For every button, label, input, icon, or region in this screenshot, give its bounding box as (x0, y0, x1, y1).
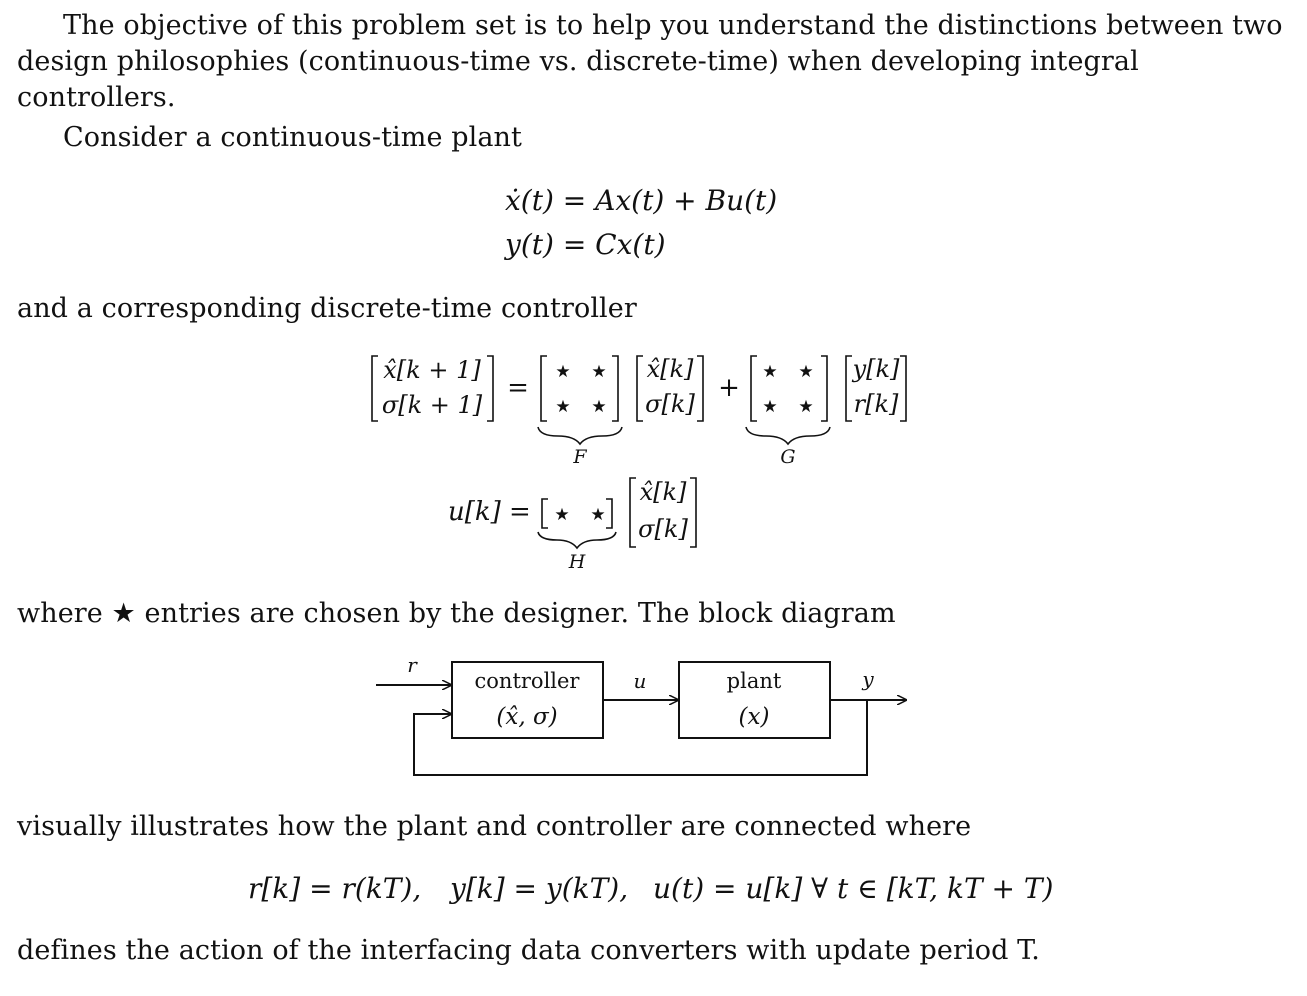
F-label: F (573, 446, 587, 468)
plant-vars: (x) (738, 704, 770, 730)
sampling-eq-1: r[k] = r(kT), (248, 872, 422, 905)
H-label: H (568, 551, 586, 573)
lhs-top: x̂[k + 1] (383, 356, 481, 384)
star-F11: ★ (555, 362, 571, 382)
state-bottom: σ[k] (645, 390, 695, 418)
H-underbrace (538, 532, 616, 548)
sampling-eq-2: y[k] = y(kT), (450, 872, 629, 905)
plant-equation-1: ẋ(t) = Ax(t) + Bu(t) (505, 184, 778, 217)
star-G22: ★ (798, 397, 814, 417)
visual-text: visually illustrates how the plant and controller are connected where (17, 811, 972, 842)
output-state-bottom: σ[k] (638, 515, 688, 543)
star-G12: ★ (798, 362, 814, 382)
controller-label: controller (474, 669, 580, 693)
star-G21: ★ (762, 397, 778, 417)
intro-paragraph: The objective of this problem set is to help you understand the distinctions between two design philosophies (continuous-time vs. discrete-time) when developing integral controllers. (17, 10, 1283, 113)
output-lhs: u[k] = (448, 497, 531, 527)
output-state-top: x̂[k] (639, 478, 687, 506)
plant-equation-2: y(t) = Cx(t) (505, 228, 666, 261)
G-label: G (780, 446, 796, 468)
star-F12: ★ (591, 362, 607, 382)
state-top: x̂[k] (646, 355, 694, 383)
controller-vars: (x̂, σ) (496, 704, 558, 730)
equals-sign: = (507, 373, 529, 403)
u-label: u (633, 669, 647, 693)
star-H2: ★ (590, 505, 606, 525)
F-underbrace (538, 427, 622, 444)
defines-text: defines the action of the interfacing data converters with update period T. (17, 935, 1040, 966)
star-F21: ★ (555, 397, 571, 417)
G-underbrace (746, 427, 830, 444)
star-H1: ★ (554, 505, 570, 525)
lhs-bottom: σ[k + 1] (381, 391, 483, 419)
star-F22: ★ (591, 397, 607, 417)
controller-intro-text: and a corresponding discrete-time controller (17, 293, 637, 324)
y-label: y (862, 667, 874, 691)
plus-sign: + (718, 373, 740, 403)
input-top: y[k] (852, 355, 900, 383)
plant-label: plant (726, 669, 782, 693)
input-bottom: r[k] (853, 390, 899, 418)
where-text: where ★ entries are chosen by the designer. The block diagram (17, 598, 896, 629)
star-G11: ★ (762, 362, 778, 382)
consider-text: Consider a continuous-time plant (63, 122, 522, 153)
r-label: r (407, 653, 417, 677)
sampling-eq-3: u(t) = u[k] ∀ t ∈ [kT, kT + T) (653, 872, 1054, 905)
